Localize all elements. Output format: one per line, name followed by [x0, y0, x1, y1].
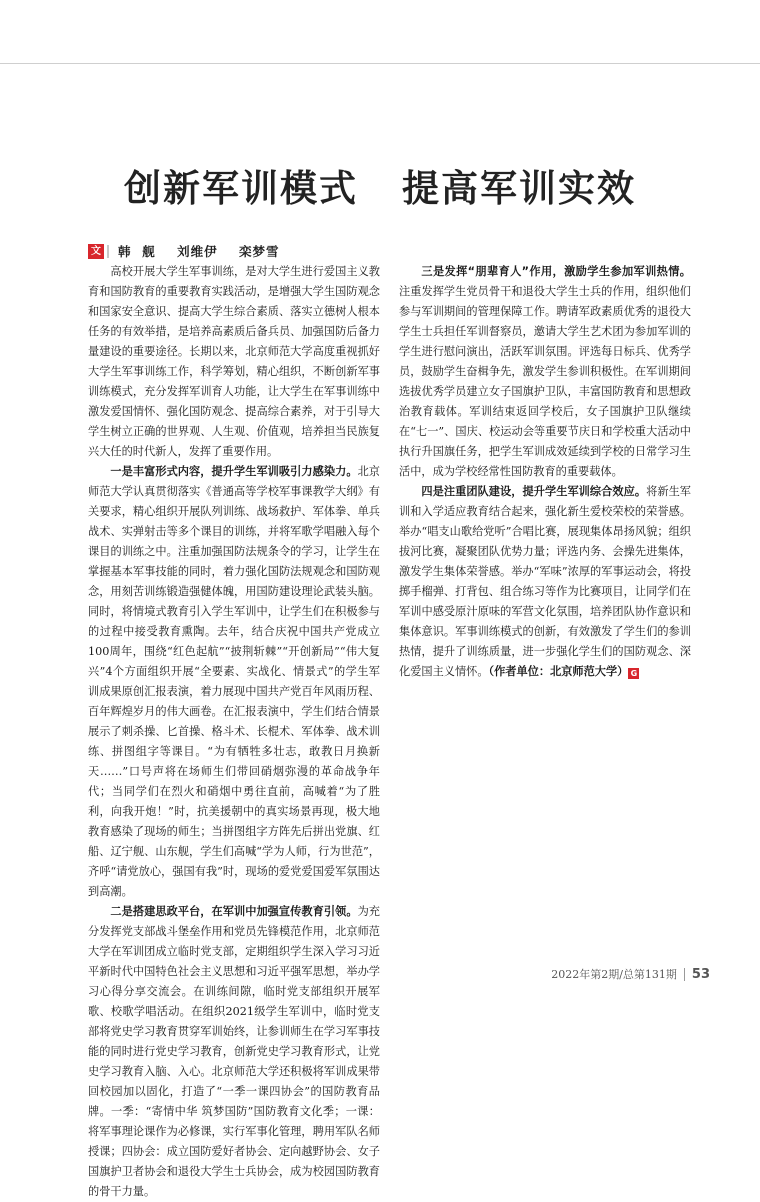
- paragraph-section-3: [399, 262, 691, 482]
- section-1-body: 北京师范大学认真贯彻落实《普通高等学校军事课教学大纲》有关要求，精心组织开展队列训练、战场救护、军体拳、单兵战术、实弹射击等多个课目的训练，并将军歌学唱融入每个课目的训练之中。注重加强国防法规条令的学习，让学生在掌握基本军事技能的同时，着力强化国防法规观念和国防观念，用刻苦训练锻造强健体魄，用国防建设理论武装头脑。同时，将情境式教育引入学生军训中，让学生们在积极参与的过程中接受教育熏陶。去年，结合庆祝中国共产党成立100周年，围绕“红色起航”“披荆斩棘”“开创新局”“伟大复兴”4个方面组织开展“全要素、实战化、情景式”的学生军训成果原创汇报表演，着力展现中国共产党百年风雨历程、百年辉煌岁月的伟大画卷。在汇报表演中，学生们结合情景展示了刺杀操、匕首操、格斗术、长棍术、军体拳、战术训练、拼图组字等课目。“为有牺牲多壮志，敢教日月换新天……”口号声将在场师生们带回硝烟弥漫的革命战争年代；当同学们在烈火和硝烟中勇往直前，高喊着“为了胜利，向我开炮！”时，抗美援朝中的真实场景再现，极大地教育感染了现场的师生；当拼图组字方阵先后拼出党旗、红船、辽宁舰、山东舰，学生们高喊“学为人师，行为世范”，齐呼“请党放心，强国有我”时，现场的爱党爱国爱军氛围达到高潮。: [88, 465, 380, 898]
- section-3-heading: 三是发挥“朋辈育人”作用，激励学生参加军训热情。: [421, 265, 691, 278]
- page-number: 53: [691, 966, 710, 982]
- title-part-2: 提高军训实效: [402, 167, 636, 210]
- paragraph-section-4: [399, 482, 691, 682]
- issue-info: 2022年第2期/总第131期: [551, 968, 677, 981]
- byline-icon: 文: [88, 244, 104, 259]
- section-4-body: 将新生军训和入学适应教育结合起来，强化新生爱校荣校的荣誉感。举办“唱支山歌给党听”合唱比赛，展现集体昂扬风貌；组织拔河比赛，凝聚团队优势力量；评选内务、会操先进集体，激发学生集体荣誉感。举办“军味”浓厚的军事运动会，将投掷手榴弹、打背包、组合练习等作为比赛项目，让同学们在军训中感受原汁原味的军营文化氛围，培养团队协作意识和集体意识。军事训练模式的创新，有效激发了学生们的参训热情，提升了训练质量，进一步强化学生们的国防观念、深化爱国主义情怀。: [399, 485, 691, 678]
- section-2-body: 为充分发挥党支部战斗堡垒作用和党员先锋模范作用，北京师范大学在军训团成立临时党支部，定期组织学生深入学习习近平新时代中国特色社会主义思想和习近平强军思想，举办学习心得分享交流会。在训练间隙，临时党支部组织开展军歌、校歌学唱活动。在组织2021级学生军训中，临时党支部将党史学习教育贯穿军训始终，让参训师生在学习军事技能的同时进行党史学习教育，创新党史学习教育形式，让党史学习教育入脑、入心。北京师范大学还积极将军训成果带回校园加以固化，打造了“一季一课四协会”的国防教育品牌。一季：“寄情中华 筑梦国防”国防教育文化季；一课：将军事理论课作为必修课，实行军事化管理，聘用军队名师授课；四协会：成立国防爱好者协会、定向越野协会、女子国旗护卫者协会和退役大学生士兵协会，成为校园国防教育的骨干力量。: [88, 905, 380, 1198]
- byline-divider: [107, 245, 109, 258]
- byline: [88, 242, 280, 260]
- text-column-right: [399, 262, 691, 682]
- text-column-left: [88, 262, 380, 1202]
- end-mark-icon: G: [628, 668, 639, 679]
- section-1-heading: 一是丰富形式内容，提升学生军训吸引力感染力。: [110, 465, 358, 478]
- article-title: [0, 158, 760, 212]
- page-footer: [440, 965, 710, 983]
- paragraph-section-1: [88, 462, 380, 902]
- author-affiliation: （作者单位：北京师范大学）: [488, 665, 629, 678]
- section-3-body: 注重发挥学生党员骨干和退役大学生士兵的作用，组织他们参与军训期间的管理保障工作。聘请军政素质优秀的退役大学生士兵担任军训督察员，邀请大学生艺术团为参加军训的学生进行慰问演出，活跃军训氛围。评选每日标兵、优秀学员，鼓励学生奋楫争先，激发学生参训积极性。在军训期间选拔优秀学员建立女子国旗护卫队，丰富国防教育和思想政治教育载体。军训结束返回学校后，女子国旗护卫队继续在“七一”、国庆、校运动会等重要节庆日和学校重大活动中执行升国旗任务，把学生军训成效延续到学校的日常学习生活中，成为学校经常性国防教育的重要载体。: [399, 285, 691, 478]
- authors: 韩 舰 刘维伊 栾梦雪: [118, 244, 280, 259]
- section-2-heading: 二是搭建思政平台，在军训中加强宣传教育引领。: [110, 905, 358, 918]
- paragraph-section-2: [88, 902, 380, 1202]
- header-rule: [0, 63, 760, 64]
- title-part-1: 创新军训模式: [124, 167, 358, 210]
- footer-divider: [684, 968, 685, 981]
- section-4-heading: 四是注重团队建设，提升学生军训综合效应。: [421, 485, 647, 498]
- paragraph-intro: 高校开展大学生军事训练，是对大学生进行爱国主义教育和国防教育的重要教育实践活动，是增强大学生国防观念和国家安全意识、提高大学生综合素质、落实立德树人根本任务的有效举措，是培养高素质后备兵员、加强国防后备力量建设的重要途径。长期以来，北京师范大学高度重视抓好大学生军事训练工作，科学筹划，精心组织，不断创新军事训练模式，充分发挥军训育人功能，让大学生在军事训练中激发爱国情怀、强化国防观念、提高综合素养，对于引导大学生树立正确的世界观、人生观、价值观，培养担当民族复兴大任的时代新人，发挥了重要作用。: [88, 265, 380, 458]
